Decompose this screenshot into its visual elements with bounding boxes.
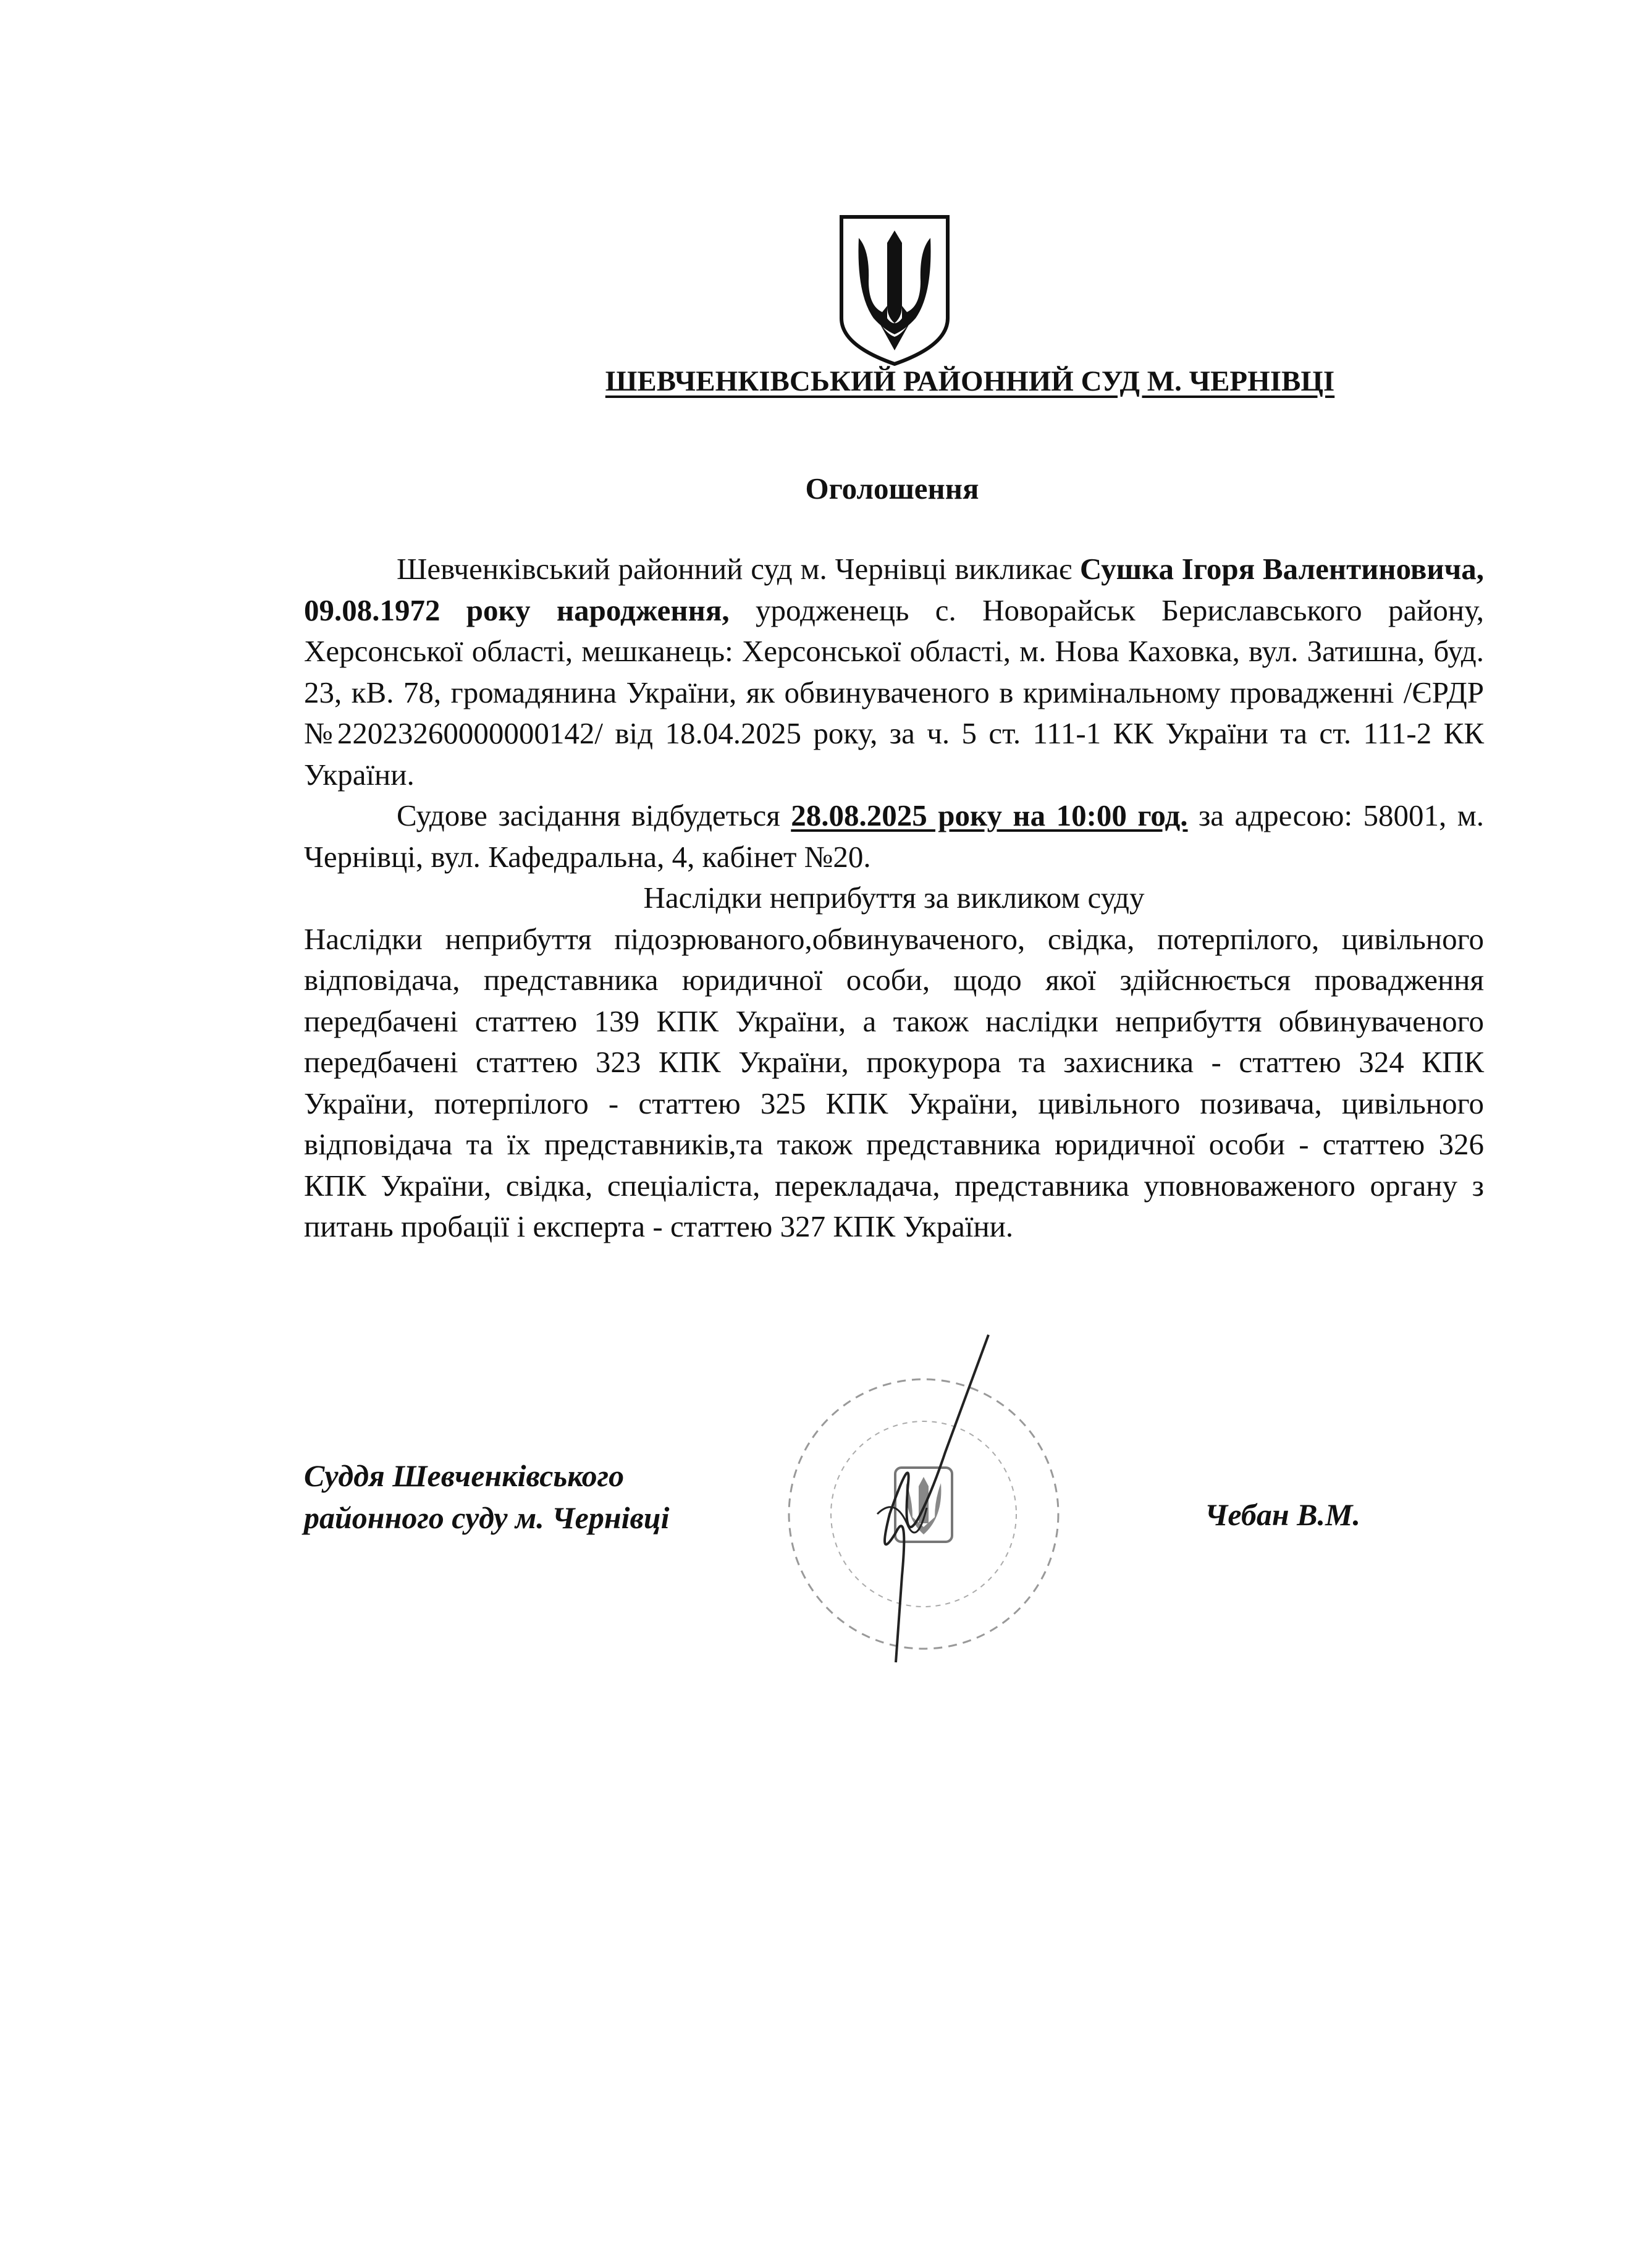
handwritten-signature [803, 1329, 1013, 1675]
accused-name-birth: Сушка Ігоря Валентиновича, 09.08.1972 року народження, [304, 552, 1484, 627]
hearing-date-time: 28.08.2025 року на 10:00 год. [791, 798, 1188, 832]
consequences-title: Наслідки неприбуття за викликом суду [643, 881, 1145, 915]
document-body [304, 549, 1484, 1248]
judge-title [304, 1455, 670, 1539]
hearing-intro: Судове засідання відбудеться [397, 798, 791, 832]
hearing-address: за адресою: 58001, м. Чернівці, вул. Кафедральна, 4, кабінет №20. [304, 798, 1485, 874]
consequences-text: Наслідки неприбуття підозрюваного,обвинуваченого, свідка, потерпілого, цивільного відповідача, представника юридичної особи, щодо якої здійснюється провадження передбачені статтею 139 КПК України, а також наслідки неприбуття обвинуваченого передбачені статтею 323 КПК України, прокурора та захисника - статтею 324 КПК України, потерпілого - статтею 325 КПК України, цивільного позивача, цивільного відповідача та їх представників,та також представника юридичної особи - статтею 326 КПК України, свідка, спеціаліста, перекладача, представника уповноваженого органу з питань пробації і експерта - статтею 327 КПК України. [304, 921, 1484, 1243]
judge-title-line2: районного суду м. Чернівці [304, 1500, 670, 1535]
judge-name: Чебан В.М. [1205, 1497, 1360, 1532]
tryzub-coat-of-arms-icon [838, 213, 951, 366]
court-name: ШЕВЧЕНКІВСЬКИЙ РАЙОННИЙ СУД М. ЧЕРНІВЦІ [605, 365, 1335, 397]
document-heading: Оголошення [805, 472, 979, 505]
judge-title-line1: Суддя Шевченківського [304, 1458, 625, 1493]
hearing-paragraph [304, 795, 1484, 878]
summons-paragraph [304, 549, 1484, 795]
summons-details: уродженець с. Новорайськ Бериславського району, Херсонської області, мешканець: Херсонської області, м. Нова Каховка, вул. Затишна, буд. 23, кВ. 78, громадянина України, як обвинуваченого в кримінальному провадженні /ЄРДР №22023260000000142/ від 18.04.2025 року, за ч. 5 ст. 111-1 КК України та ст. 111-2 КК України. [304, 593, 1485, 792]
summons-intro: Шевченківський районний суд м. Чернівці викликає [397, 552, 1080, 586]
